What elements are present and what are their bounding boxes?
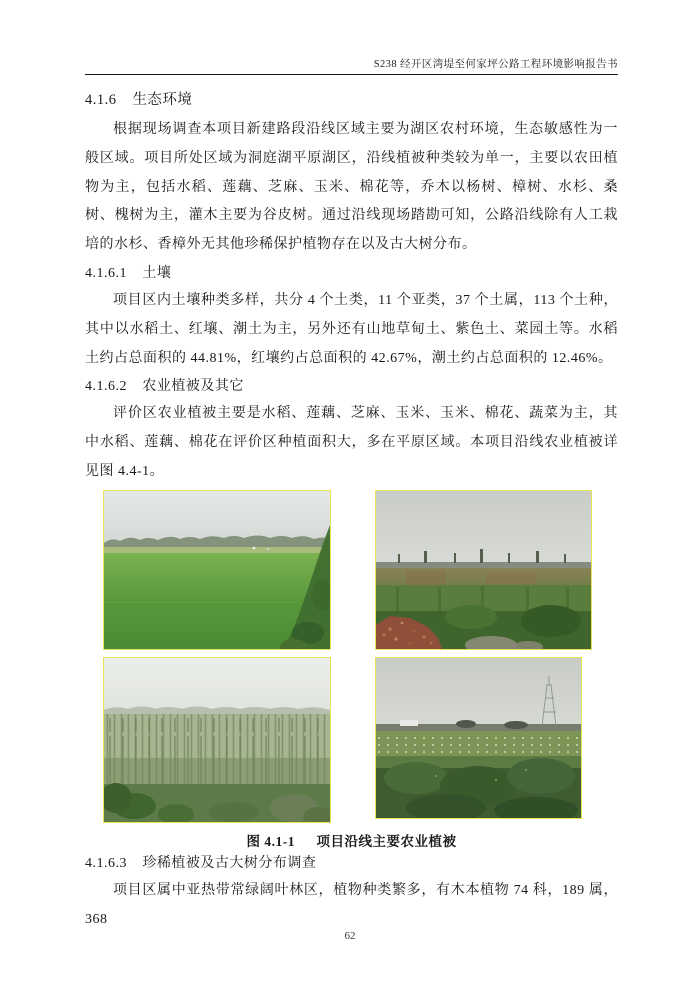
section-number: 4.1.6: [85, 92, 117, 108]
photo-sesame-field: [103, 657, 331, 823]
section-number: 4.1.6.3: [85, 855, 127, 871]
header-rule: [85, 74, 618, 75]
photo-row-top: [103, 490, 618, 650]
photo-grid: [103, 490, 618, 823]
figure-caption: [85, 830, 618, 850]
page-footer: [0, 930, 700, 942]
photo-lotus-pond: [375, 657, 582, 819]
section-title: 土壤: [142, 265, 172, 281]
paragraph-rare-plants: 项目区属中亚热带常绿阔叶林区，植物种类繁多，有木本植物 74 科，189 属，368: [85, 882, 618, 927]
section-title: 珍稀植被及古大树分布调查: [142, 855, 317, 871]
section-title: 农业植被及其它: [142, 379, 244, 395]
photo-corn-field: [375, 490, 592, 650]
section-title: 生态环境: [132, 92, 193, 108]
paragraph-agri-vegetation: 评价区农业植被主要是水稻、莲藕、芝麻、玉米、玉米、棉花、蔬菜为主，其中水稻、莲藕、棉花在评价区种植面积大，多在平原区域。本项目沿线农业植被详见图 4.4-1。: [85, 406, 618, 479]
figure-caption-label: 图 4.1-1: [246, 833, 295, 849]
section-heading-soil: [85, 263, 618, 284]
page-number: 62: [344, 930, 356, 942]
running-header: S238 经开区湾堤至何家坪公路工程环境影响报告书: [373, 59, 618, 70]
section-heading-rare-plants: [85, 853, 618, 874]
paragraph-soil: 项目区内土壤种类多样，共分 4 个土类，11 个亚类，37 个土属，113 个土种，其中以水稻土、红壤、潮土为主，另外还有山地草甸土、紫色土、菜园土等。水稻土约占总面积的 44.81%，红壤约占总面积的 42.67%，潮土约占总面积的 12.46%。: [85, 292, 618, 366]
photo-row-bottom: [103, 657, 618, 823]
figure-4-1-1: [85, 490, 618, 850]
section-number: 4.1.6.1: [85, 265, 127, 281]
section-heading-agri-vegetation: [85, 376, 618, 397]
section-number: 4.1.6.2: [85, 379, 127, 395]
section-heading-ecology: [85, 88, 618, 109]
figure-caption-title: 项目沿线主要农业植被: [316, 833, 457, 849]
paragraph-ecology-overview: 根据现场调查本项目新建路段沿线区域主要为湖区农村环境，生态敏感性为一般区域。项目所处区域为洞庭湖平原湖区，沿线植被种类较为单一，主要以农田植物为主，包括水稻、莲藕、芝麻、玉米、棉花等，乔木以杨树、樟树、水杉、桑树、槐树为主，灌木主要为谷皮树。通过沿线现场踏勘可知，公路沿线除有人工栽培的水杉、香樟外无其他珍稀保护植物存在以及古大树分布。: [85, 122, 618, 253]
photo-rice-paddy-field: [103, 490, 331, 650]
